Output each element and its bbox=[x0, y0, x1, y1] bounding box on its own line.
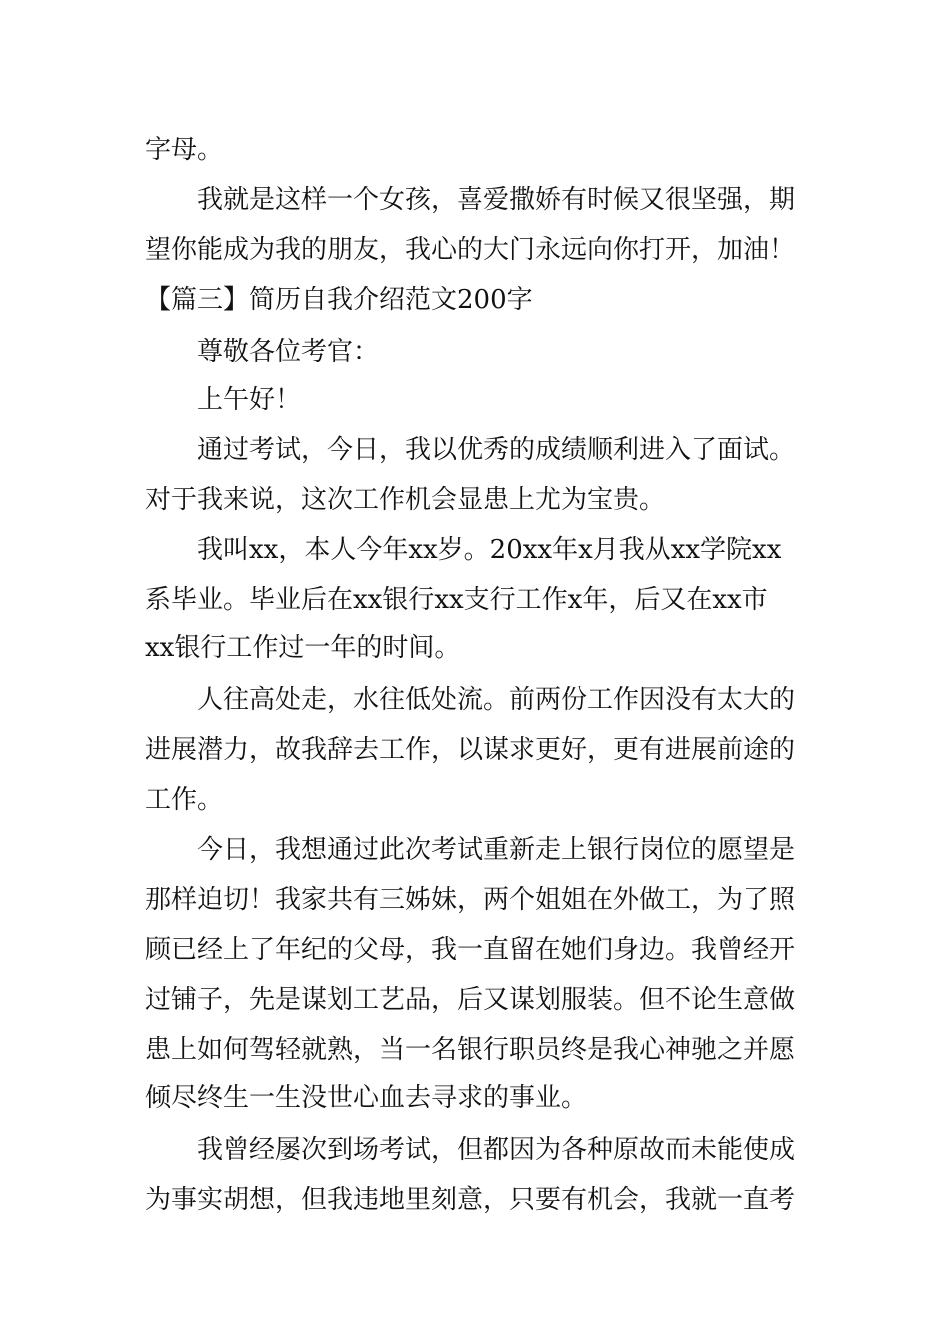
text-line-9: 我叫xx，本人今年xx岁。20xx年x月我从xx学院xx bbox=[197, 535, 782, 565]
text-line-22: 为事实胡想，但我违地里刻意，只要有机会，我就一直考 bbox=[145, 1185, 796, 1215]
text-line-13: 进展潜力，故我辞去工作，以谋求更好，更有进展前途的 bbox=[145, 735, 796, 765]
text-line-5: 尊敬各位考官： bbox=[197, 337, 380, 367]
text-line-3: 望你能成为我的朋友，我心的大门永远向你打开，加油！ bbox=[145, 235, 796, 265]
text-line-2: 我就是这样一个女孩，喜爱撒娇有时候又很坚强，期 bbox=[197, 185, 796, 215]
text-line-15: 今日，我想通过此次考试重新走上银行岗位的愿望是 bbox=[197, 835, 796, 865]
text-line-16: 那样迫切！我家共有三姊妹，两个姐姐在外做工，为了照 bbox=[145, 885, 796, 915]
text-line-20: 倾尽终生一生没世心血去寻求的事业。 bbox=[145, 1083, 588, 1113]
text-line-12: 人往高处走，水往低处流。前两份工作因没有太大的 bbox=[197, 685, 796, 715]
text-line-8: 对于我来说，这次工作机会显患上尤为宝贵。 bbox=[145, 485, 666, 515]
text-line-19: 患上如何驾轻就熟，当一名银行职员终是我心神驰之并愿 bbox=[145, 1035, 796, 1065]
text-line-10: 系毕业。毕业后在xx银行xx支行工作x年，后又在xx市 bbox=[145, 585, 768, 615]
text-line-18: 过铺子，先是谋划工艺品，后又谋划服装。但不论生意做 bbox=[145, 985, 796, 1015]
text-line-17: 顾已经上了年纪的父母，我一直留在她们身边。我曾经开 bbox=[145, 935, 796, 965]
text-line-1: 字母。 bbox=[145, 135, 224, 165]
text-line-6: 上午好！ bbox=[197, 385, 302, 415]
text-line-7: 通过考试，今日，我以优秀的成绩顺利进入了面试。 bbox=[197, 435, 796, 465]
text-line-14: 工作。 bbox=[145, 785, 224, 815]
text-line-11: xx银行工作过一年的时间。 bbox=[145, 633, 461, 663]
section-heading: 【篇三】简历自我介绍范文200字 bbox=[145, 285, 533, 315]
text-line-21: 我曾经屡次到场考试，但都因为各种原故而未能使成 bbox=[197, 1135, 796, 1165]
